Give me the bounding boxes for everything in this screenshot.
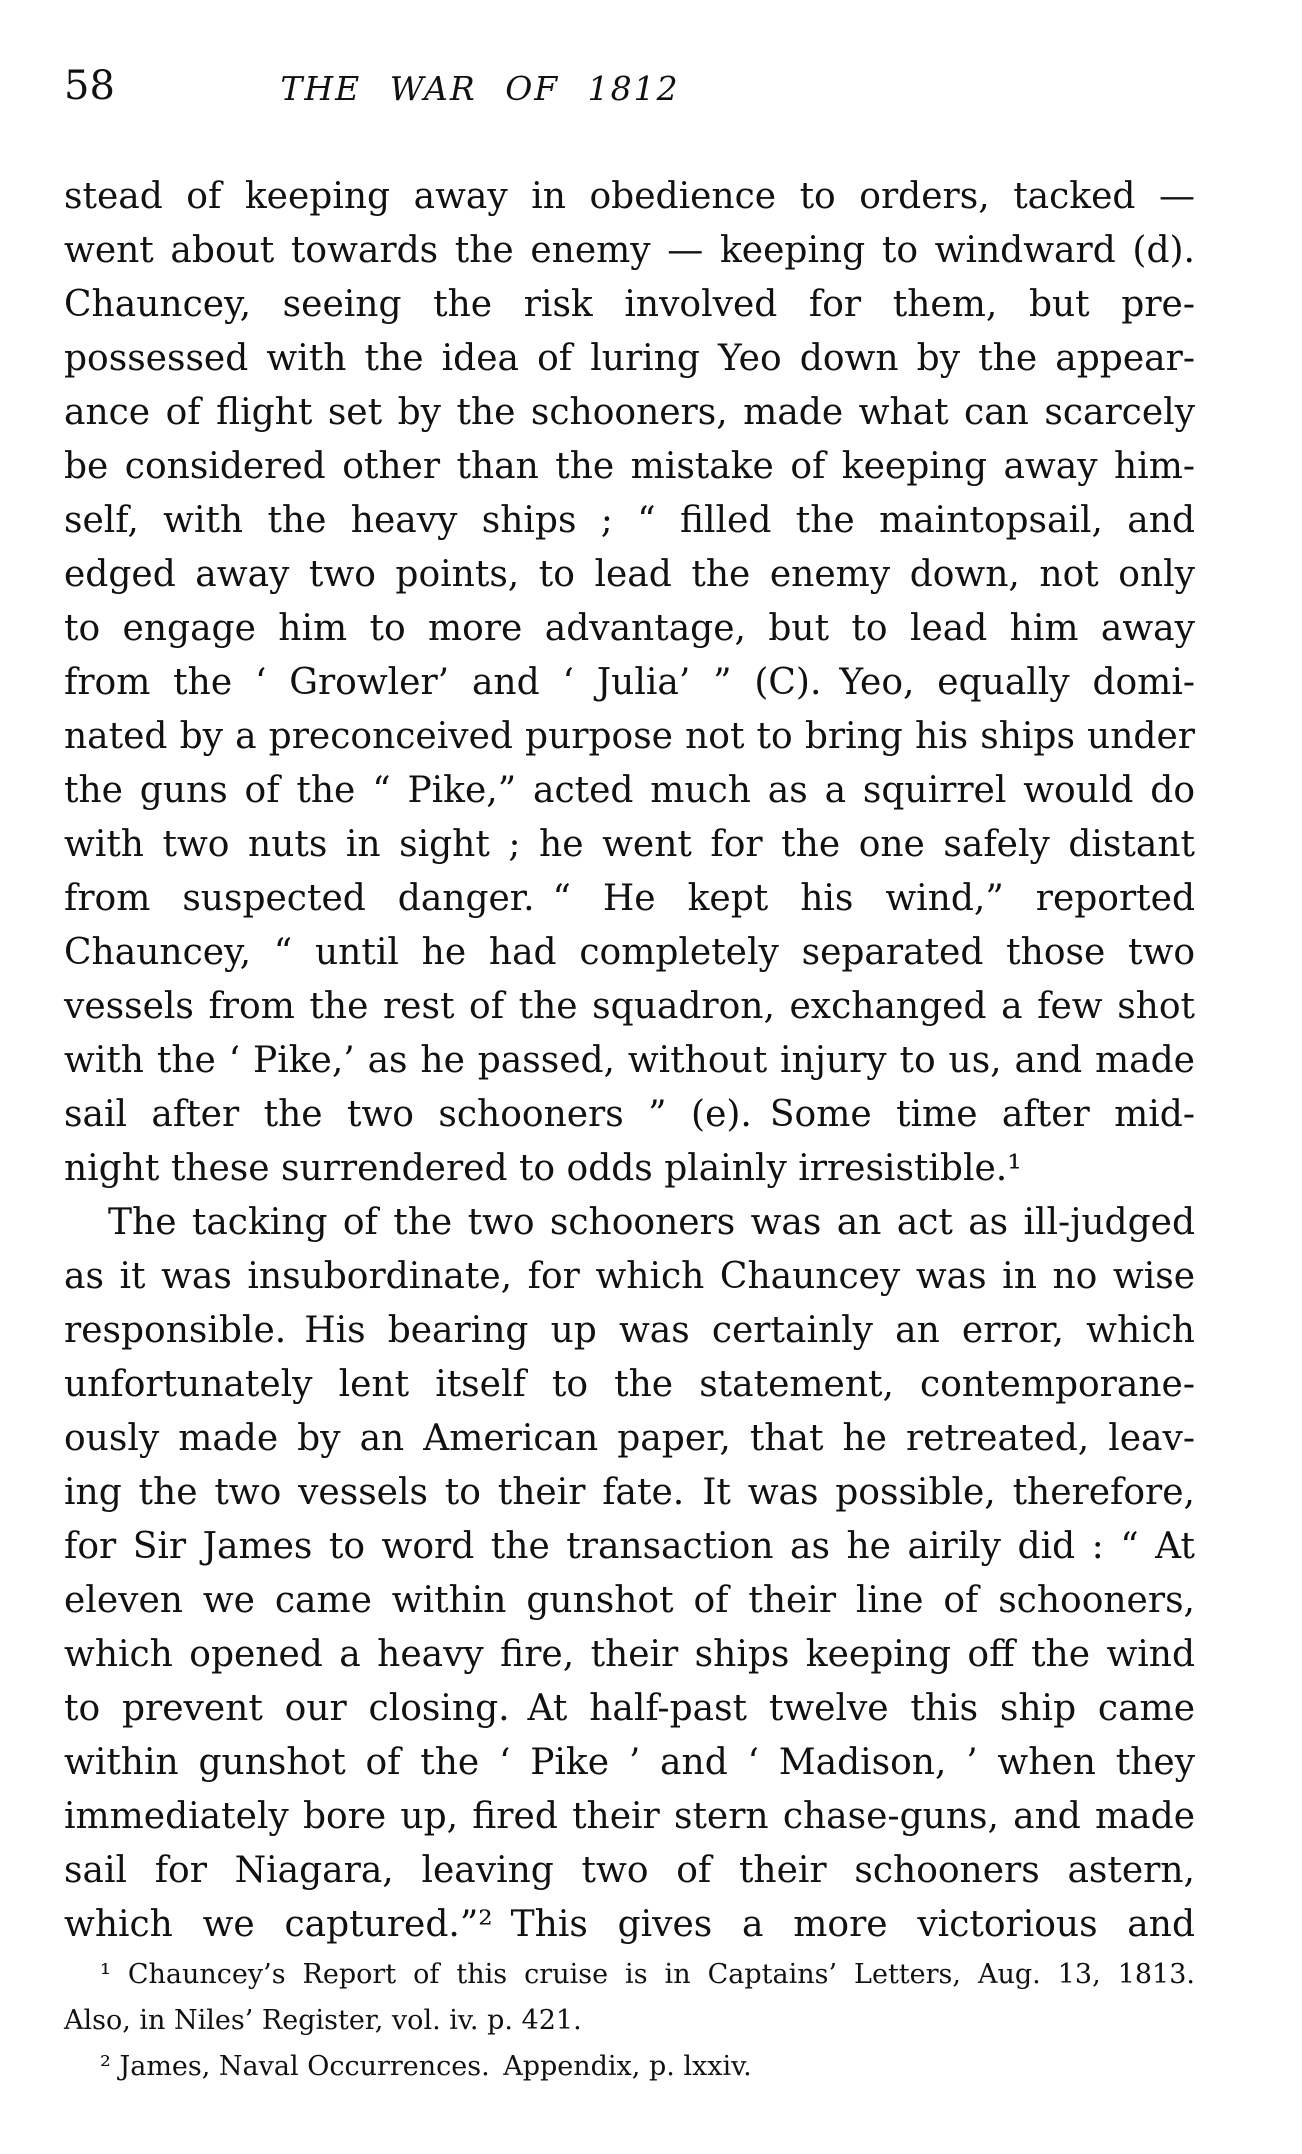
text-line: which we captured.”² This gives a more victorious and — [64, 1904, 1195, 1945]
text-line: possessed with the idea of luring Yeo down by the appear- — [64, 338, 1195, 379]
page-header — [64, 62, 1195, 114]
text-line: went about towards the enemy — keeping to windward (d). — [64, 230, 1195, 271]
text-line: the guns of the “ Pike,” acted much as a squirrel would do — [64, 770, 1195, 811]
header-title: THE WAR OF 1812 — [280, 69, 680, 108]
text-line: from suspected danger. “ He kept his wind,” reported — [64, 878, 1195, 919]
text-line: ance of flight set by the schooners, made what can scarcely — [64, 392, 1195, 433]
text-line: which opened a heavy fire, their ships keeping off the wind — [64, 1634, 1195, 1675]
text-line: ously made by an American paper, that he retreated, leav- — [64, 1418, 1195, 1459]
text-line-paragraph-start: The tacking of the two schooners was an act as ill-judged — [108, 1202, 1195, 1243]
footnotes — [64, 1952, 1195, 2090]
text-line: immediately bore up, fired their stern chase-guns, and made — [64, 1796, 1195, 1837]
text-line: vessels from the rest of the squadron, exchanged a few shot — [64, 986, 1195, 1027]
text-line: within gunshot of the ‘ Pike ’ and ‘ Madison, ’ when they — [64, 1742, 1195, 1783]
text-line: stead of keeping away in obedience to orders, tacked — — [64, 176, 1195, 217]
text-line: from the ‘ Growler’ and ‘ Julia’ ” (C). Yeo, equally domi- — [64, 662, 1195, 703]
text-line: sail after the two schooners ” (e). Some time after mid- — [64, 1094, 1195, 1135]
text-line: as it was insubordinate, for which Chauncey was in no wise — [64, 1256, 1195, 1297]
text-line: eleven we came within gunshot of their line of schooners, — [64, 1580, 1195, 1621]
footnote-line: Also, in Niles’ Register, vol. iv. p. 421. — [64, 2005, 582, 2036]
body-text — [64, 170, 1195, 1952]
text-line: edged away two points, to lead the enemy down, not only — [64, 554, 1195, 595]
text-line: to prevent our closing. At half-past twelve this ship came — [64, 1688, 1195, 1729]
text-line: to engage him to more advantage, but to lead him away — [64, 608, 1195, 649]
text-line: for Sir James to word the transaction as he airily did : “ At — [64, 1526, 1195, 1567]
footnote-line: ² James, Naval Occurrences. Appendix, p. lxxiv. — [100, 2051, 752, 2082]
text-line: night these surrendered to odds plainly irresistible.¹ — [64, 1148, 1022, 1189]
text-line: nated by a preconceived purpose not to bring his ships under — [64, 716, 1195, 757]
text-line: Chauncey, “ until he had completely separated those two — [64, 932, 1195, 973]
text-line: unfortunately lent itself to the statement, contemporane- — [64, 1364, 1195, 1405]
text-line: responsible. His bearing up was certainly an error, which — [64, 1310, 1195, 1351]
text-line: with two nuts in sight ; he went for the one safely distant — [64, 824, 1195, 865]
text-line: Chauncey, seeing the risk involved for them, but pre- — [64, 284, 1195, 325]
text-line: be considered other than the mistake of keeping away him- — [64, 446, 1195, 487]
text-line: self, with the heavy ships ; “ filled the maintopsail, and — [64, 500, 1195, 541]
page-number: 58 — [64, 63, 115, 109]
footnote-line: ¹ Chauncey’s Report of this cruise is in Captains’ Letters, Aug. 13, 1813. — [100, 1959, 1195, 1990]
text-line: sail for Niagara, leaving two of their schooners astern, — [64, 1850, 1195, 1891]
text-line: with the ‘ Pike,’ as he passed, without injury to us, and made — [64, 1040, 1195, 1081]
text-line: ing the two vessels to their fate. It was possible, therefore, — [64, 1472, 1195, 1513]
